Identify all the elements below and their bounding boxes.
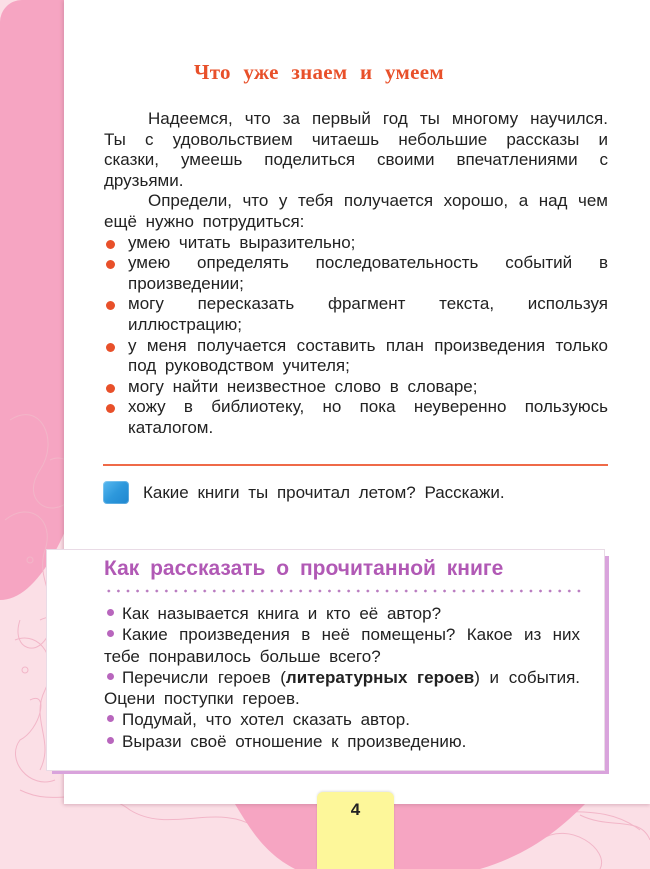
bullet-icon bbox=[106, 404, 115, 413]
bullet-icon bbox=[106, 260, 115, 269]
skills-list bbox=[104, 233, 608, 439]
page-title: Что уже знаем и умеем bbox=[194, 60, 444, 84]
list-item: умею определять последовательность событий в произведении; bbox=[104, 253, 608, 294]
section-divider bbox=[103, 464, 608, 466]
bullet-icon bbox=[107, 737, 114, 744]
bullet-icon bbox=[106, 301, 115, 310]
list-item: могу найти неизвестное слово в словаре; bbox=[104, 377, 608, 398]
bullet-icon bbox=[107, 630, 114, 637]
bullet-icon bbox=[107, 715, 114, 722]
bullet-icon bbox=[106, 240, 115, 249]
task-question bbox=[103, 481, 505, 504]
intro-paragraph: Надеемся, что за первый год ты многому научился. Ты с удовольствием читаешь небольшие рассказы и сказки, умеешь поделиться своими впечатлениями с друзьями. bbox=[104, 109, 608, 190]
main-text bbox=[104, 109, 608, 439]
bullet-icon bbox=[107, 673, 114, 680]
bullet-icon bbox=[106, 384, 115, 393]
dotted-divider bbox=[104, 589, 584, 593]
info-box-title: Как рассказать о прочитанной книге bbox=[104, 557, 504, 580]
instruction-paragraph: Определи, что у тебя получается хорошо, а над чем ещё нужно потрудиться: bbox=[104, 191, 608, 231]
bold-term: литературных героев bbox=[285, 667, 475, 687]
bullet-icon bbox=[106, 343, 115, 352]
list-item: умею читать выразительно; bbox=[104, 233, 608, 254]
list-item: у меня получается составить план произведения только под руководством учителя; bbox=[104, 336, 608, 377]
question-text: Какие книги ты прочитал летом? Расскажи. bbox=[143, 482, 505, 502]
list-item: Перечисли героев (литературных героев) и события. Оцени поступки героев. bbox=[104, 667, 581, 709]
blue-square-task-icon bbox=[103, 481, 129, 504]
list-item: Какие произведения в неё помещены? Какое из них тебе понравилось больше всего? bbox=[104, 625, 580, 666]
list-item: Как называется книга и кто её автор? bbox=[104, 603, 580, 624]
list-item: хожу в библиотеку, но пока неуверенно пользуюсь каталогом. bbox=[104, 397, 608, 438]
list-item: Вырази своё отношение к произведению. bbox=[104, 731, 580, 752]
info-box-list bbox=[104, 603, 580, 752]
page-number: 4 bbox=[317, 792, 394, 869]
list-item: Подумай, что хотел сказать автор. bbox=[104, 709, 580, 730]
list-item: могу пересказать фрагмент текста, используя иллюстрацию; bbox=[104, 294, 608, 335]
bullet-icon bbox=[107, 609, 114, 616]
